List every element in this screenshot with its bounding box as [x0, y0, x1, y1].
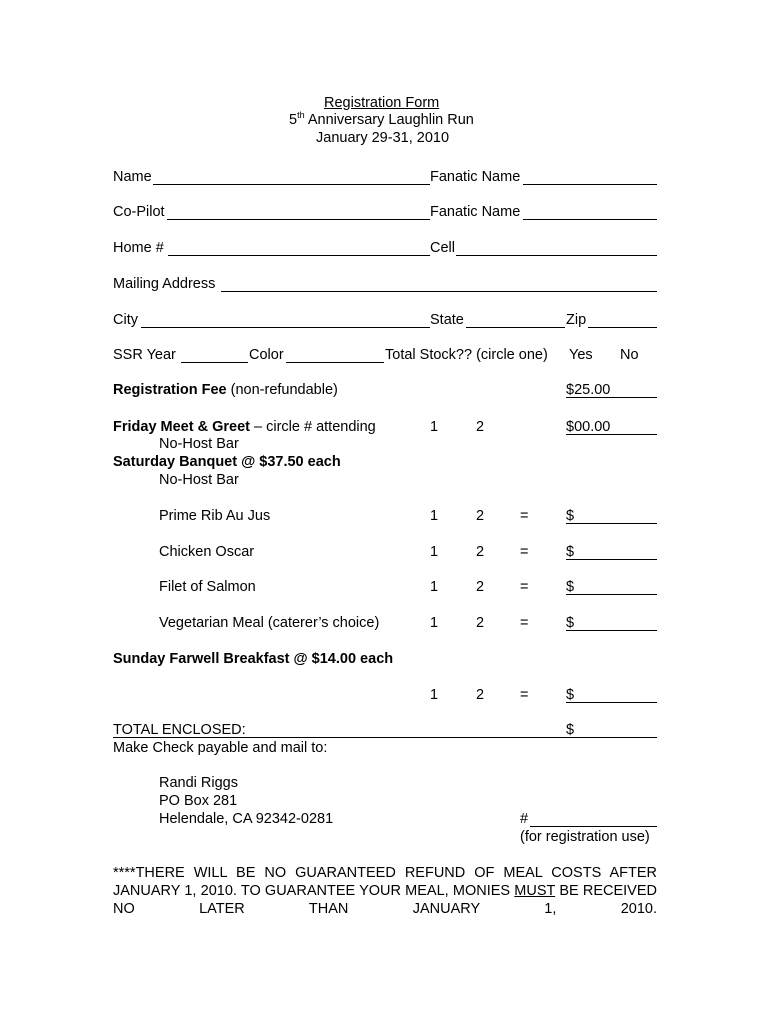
fanatic-name-field[interactable]: [523, 184, 657, 185]
total-enclosed-field[interactable]: [113, 737, 657, 738]
friday-option-1[interactable]: 1: [430, 419, 439, 435]
ssr-year-field[interactable]: [181, 362, 248, 363]
home-phone-field[interactable]: [168, 255, 430, 256]
meal-equals: =: [520, 579, 529, 595]
fanatic-name-2-field[interactable]: [523, 219, 657, 220]
payable-instructions: Make Check payable and mail to:: [113, 740, 328, 756]
copilot-field[interactable]: [167, 219, 430, 220]
registration-fee-underline: [566, 397, 657, 398]
event-ordinal: 5: [289, 112, 298, 128]
cell-label: Cell: [430, 240, 455, 256]
registration-fee-note: (non-refundable): [230, 382, 338, 398]
color-label: Color: [249, 347, 284, 363]
registration-number-field[interactable]: [530, 826, 657, 827]
registration-number-hash: #: [520, 811, 529, 827]
meal-amount-field[interactable]: [566, 630, 657, 631]
sunday-option-2[interactable]: 2: [476, 687, 485, 703]
sunday-amount-field[interactable]: [566, 702, 657, 703]
friday-note: – circle # attending: [254, 419, 376, 435]
meal-option-2[interactable]: 2: [476, 579, 485, 595]
meal-label: Filet of Salmon: [159, 579, 256, 595]
meal-option-1[interactable]: 1: [430, 579, 439, 595]
friday-label: Friday Meet & Greet: [113, 419, 250, 435]
meal-equals: =: [520, 615, 529, 631]
friday-option-2[interactable]: 2: [476, 419, 485, 435]
sunday-dollar: $: [566, 687, 575, 703]
total-stock-label: Total Stock?? (circle one): [385, 347, 548, 363]
meal-option-1[interactable]: 1: [430, 615, 439, 631]
color-field[interactable]: [286, 362, 384, 363]
registration-use-note: (for registration use): [520, 829, 650, 845]
notice-part2: BE RECEIVED NO LATER THAN JANUARY 1, 2010.: [113, 883, 657, 917]
total-stock-no[interactable]: No: [620, 347, 639, 363]
friday-row: [113, 419, 376, 436]
meal-dollar: $: [566, 544, 575, 560]
mail-to-box: PO Box 281: [159, 793, 238, 809]
ssr-year-label: SSR Year: [113, 347, 176, 363]
meal-amount-field[interactable]: [566, 559, 657, 560]
total-stock-yes[interactable]: Yes: [569, 347, 593, 363]
registration-fee-label: Registration Fee: [113, 382, 227, 398]
state-field[interactable]: [466, 327, 565, 328]
meal-dollar: $: [566, 508, 575, 524]
mailing-address-field[interactable]: [221, 291, 657, 292]
name-field[interactable]: [153, 184, 430, 185]
meal-option-2[interactable]: 2: [476, 508, 485, 524]
event-dates: January 29-31, 2010: [316, 130, 450, 146]
meal-amount-field[interactable]: [566, 594, 657, 595]
total-enclosed-label: TOTAL ENCLOSED:: [113, 722, 246, 738]
no-host-bar-saturday: No-Host Bar: [159, 472, 239, 488]
meal-equals: =: [520, 544, 529, 560]
mail-to-city: Helendale, CA 92342-0281: [159, 811, 334, 827]
meal-label: Chicken Oscar: [159, 544, 255, 560]
name-label: Name: [113, 169, 152, 185]
meal-option-1[interactable]: 1: [430, 508, 439, 524]
friday-amount-underline: [566, 434, 657, 435]
meal-option-2[interactable]: 2: [476, 615, 485, 631]
zip-field[interactable]: [588, 327, 657, 328]
friday-amount: $00.00: [566, 419, 611, 435]
state-label: State: [430, 312, 464, 328]
mail-to-name: Randi Riggs: [159, 775, 238, 791]
meal-label: Prime Rib Au Jus: [159, 508, 271, 524]
meal-equals: =: [520, 508, 529, 524]
city-label: City: [113, 312, 138, 328]
sunday-breakfast-label: Sunday Farwell Breakfast @ $14.00 each: [113, 651, 394, 667]
form-title: Registration Form: [324, 95, 440, 111]
saturday-banquet-label: Saturday Banquet @ $37.50 each: [113, 454, 341, 470]
meal-option-2[interactable]: 2: [476, 544, 485, 560]
notice-part1: ****THERE WILL BE NO GUARANTEED REFUND OF MEAL COSTS AFTER JANUARY 1, 2010. TO GUARANTEE YOUR MEAL, MONIES: [113, 865, 657, 899]
home-phone-label: Home #: [113, 240, 164, 256]
mailing-address-label: Mailing Address: [113, 276, 216, 292]
sunday-equals: =: [520, 687, 529, 703]
registration-fee-row: [113, 382, 338, 399]
sunday-option-1[interactable]: 1: [430, 687, 439, 703]
meal-dollar: $: [566, 579, 575, 595]
fanatic-name-label: Fanatic Name: [430, 169, 521, 185]
city-field[interactable]: [141, 327, 430, 328]
meal-dollar: $: [566, 615, 575, 631]
copilot-label: Co-Pilot: [113, 204, 165, 220]
meal-label: Vegetarian Meal (caterer’s choice): [159, 615, 380, 631]
registration-fee-amount: $25.00: [566, 382, 611, 398]
notice-must: MUST: [514, 883, 556, 899]
no-host-bar-friday: No-Host Bar: [159, 436, 239, 452]
zip-label: Zip: [566, 312, 587, 328]
fanatic-name-2-label: Fanatic Name: [430, 204, 521, 220]
total-dollar: $: [566, 722, 575, 738]
event-title: [289, 112, 474, 129]
meal-refund-notice: [113, 864, 657, 918]
event-ordinal-suffix: th: [297, 110, 305, 120]
meal-option-1[interactable]: 1: [430, 544, 439, 560]
event-name: Anniversary Laughlin Run: [307, 112, 474, 128]
cell-field[interactable]: [456, 255, 657, 256]
meal-amount-field[interactable]: [566, 523, 657, 524]
